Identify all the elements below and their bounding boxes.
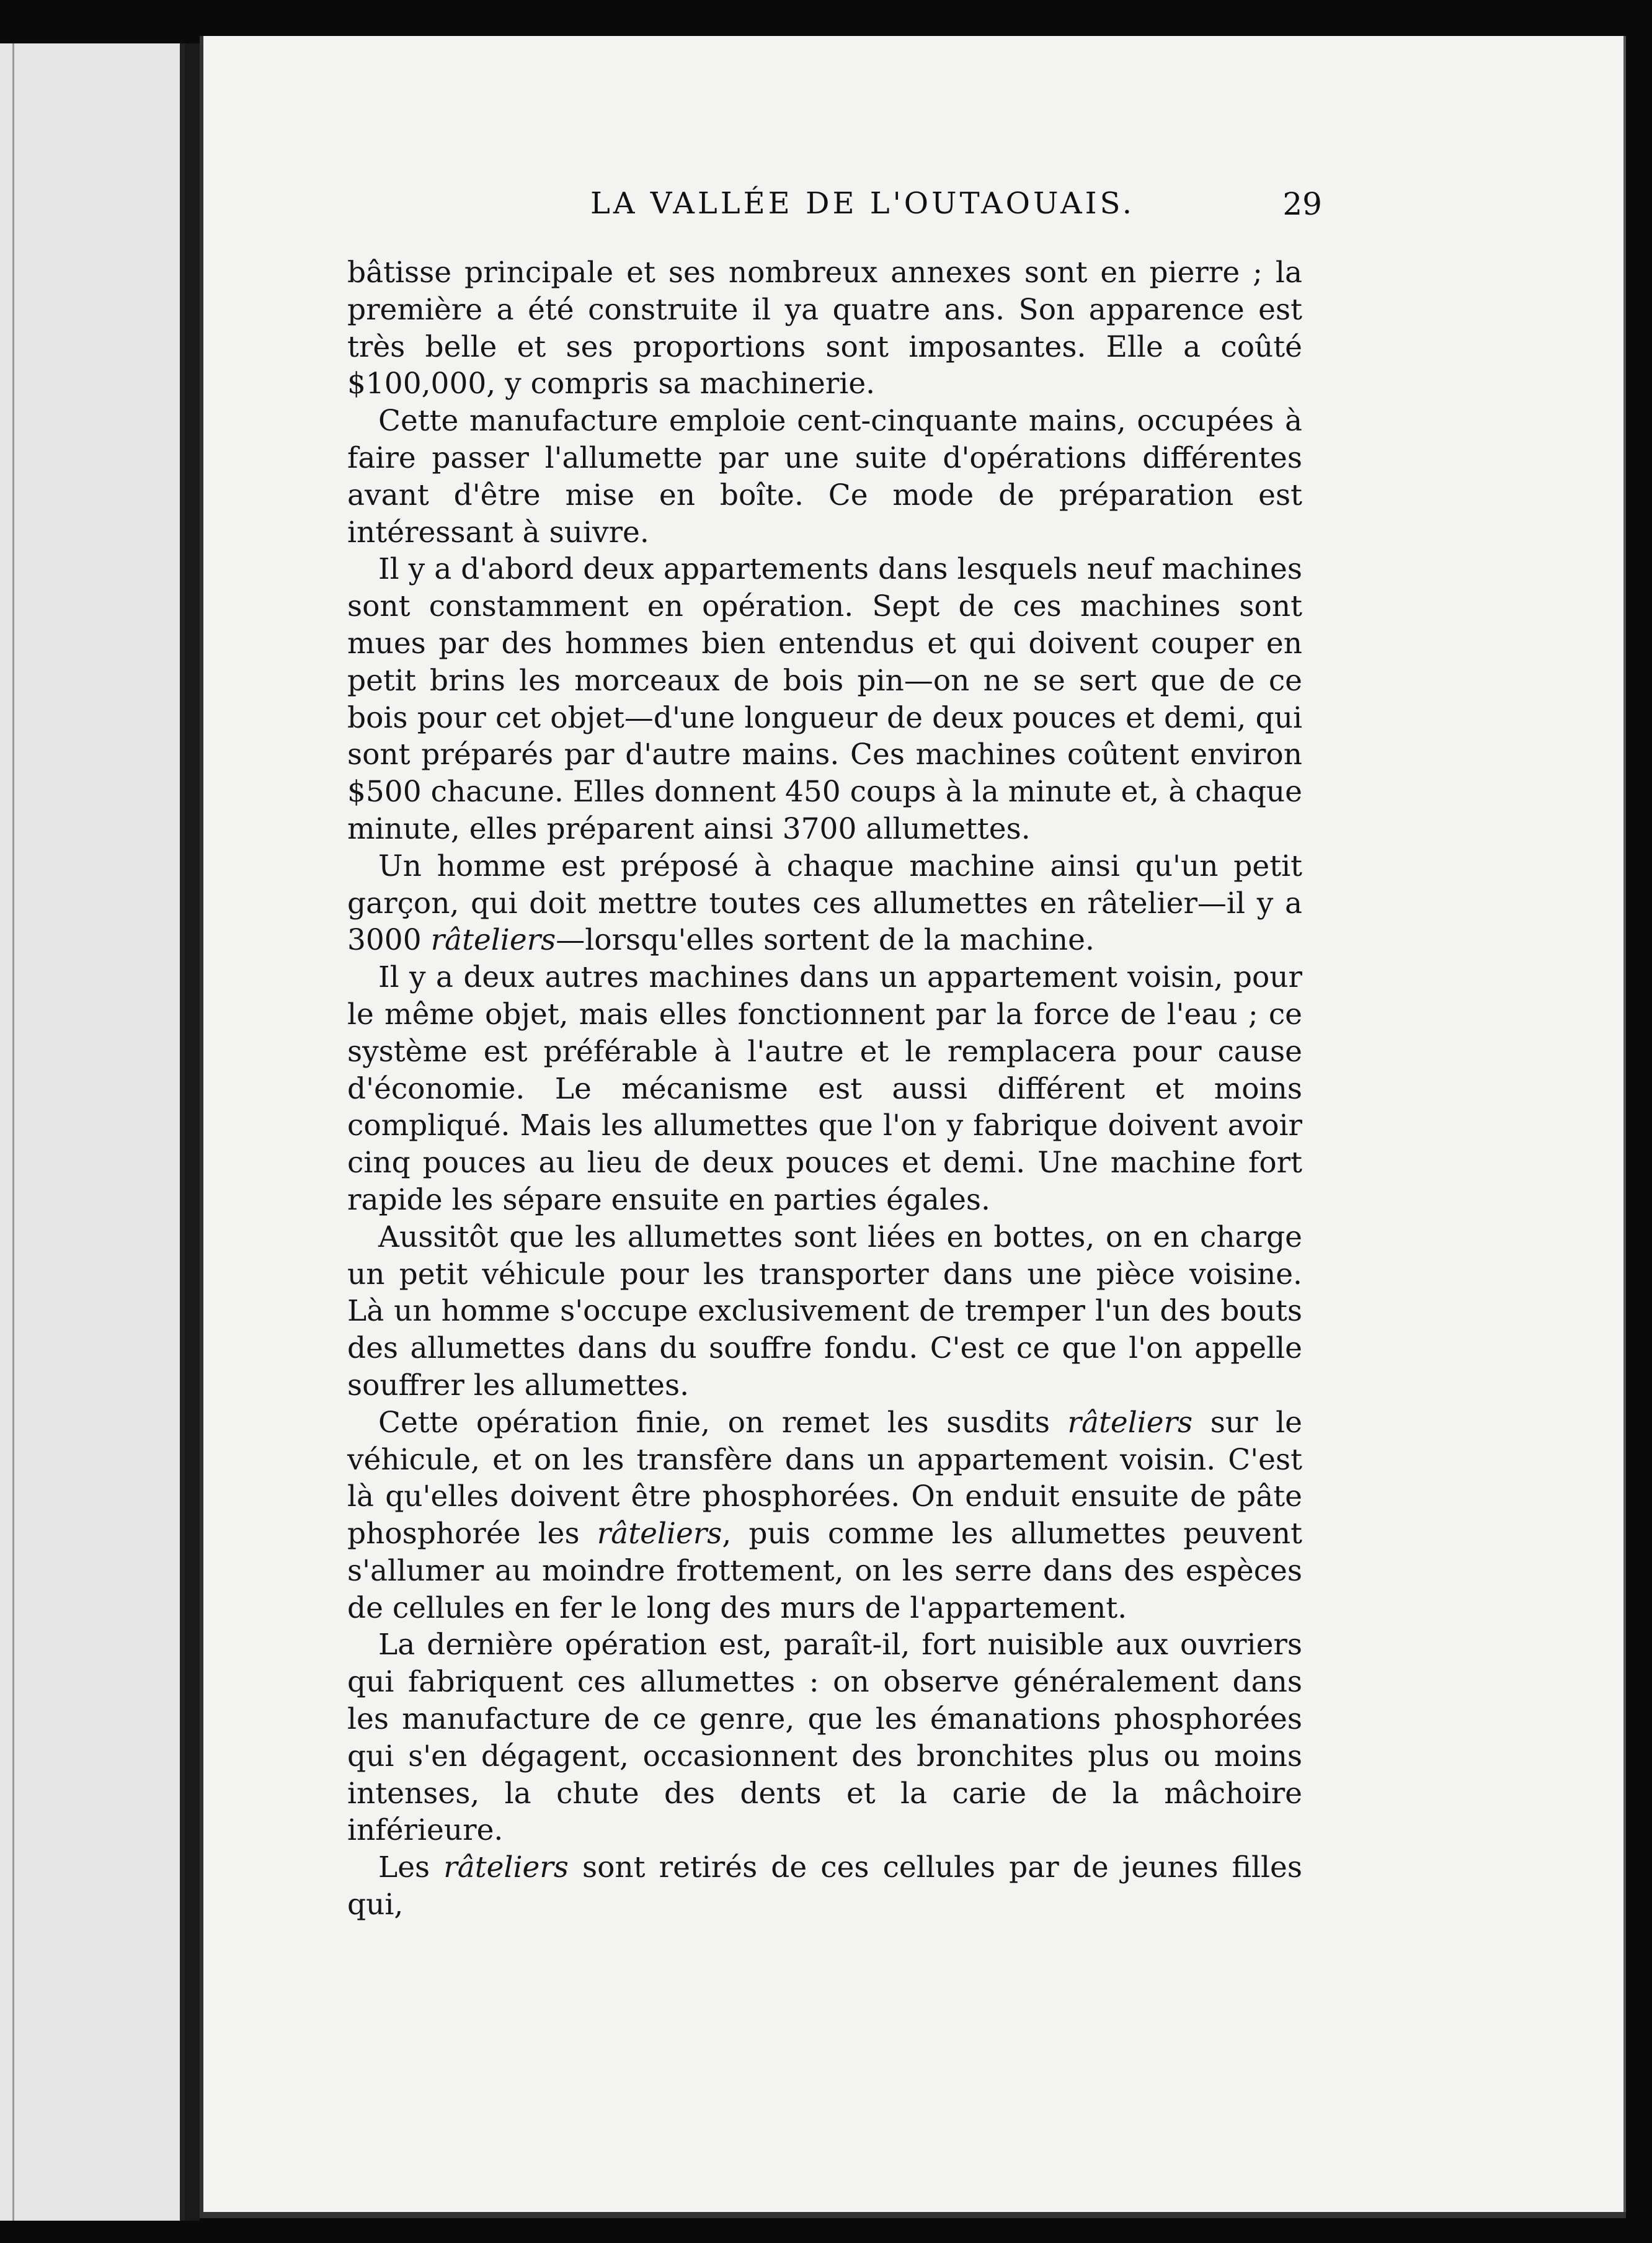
book-gutter <box>185 43 200 2221</box>
paragraph-9 <box>347 1849 1302 1924</box>
paragraph-4-italic: râteliers <box>430 923 556 958</box>
paragraph-4-text-a: Un homme est préposé à chaque machine ainsi qu'un petit garçon, qui doit mettre toutes ces allumettes en râtelier—il y a 3000 <box>347 849 1302 958</box>
page-bottom-edge <box>200 2212 1626 2218</box>
paragraph-4 <box>347 848 1302 959</box>
paragraph-9-text-a: Les <box>378 1850 430 1885</box>
page-number: 29 <box>1282 186 1322 222</box>
paragraph-7-text-c: , puis comme les allumettes peuvent s'allumer au moindre frottement, on les serre dans des espèces de cellules en fer le long des murs de l'appartement. <box>347 1517 1302 1625</box>
paragraph-6: Aussitôt que les allumettes sont liées en bottes, on en charge un petit véhicule pour les transporter dans une pièce voisine. Là un homme s'occupe exclusivement de tremper l'un des bouts des allumettes dans du souffre fondu. C'est ce que l'on appelle souffrer les allumettes. <box>347 1220 1302 1402</box>
paragraph-7-italic-2: râteliers <box>597 1517 722 1551</box>
facing-page-edge <box>0 43 185 2221</box>
paragraph-8: La dernière opération est, paraît-il, fort nuisible aux ouvriers qui fabriquent ces allumettes : on observe généralement dans les manufacture de ce genre, que les émanations phosphorées qui s'en dégagent, occasionnent des bronchites plus ou moins intenses, la chute des dents et la carie de la mâchoire inférieure. <box>347 1628 1302 1848</box>
running-title: LA VALLÉE DE L'OUTAOUAIS. <box>590 186 1135 221</box>
paragraph-2: Cette manufacture emploie cent-cinquante mains, occupées à faire passer l'allumette par une suite d'opérations différentes avant d'être mise en boîte. Ce mode de préparation est intéressant à suivre. <box>347 404 1302 550</box>
page-header <box>380 186 1322 236</box>
paragraph-7 <box>347 1404 1302 1627</box>
paragraph-9-italic: râteliers <box>443 1850 569 1885</box>
paragraph-7-text-b: sur le véhicule, et on les transfère dans un appartement voisin. C'est là qu'elles doivent être phosphorées. On enduit ensuite de pâte phosphorée les <box>347 1405 1302 1551</box>
paragraph-3: Il y a d'abord deux appartements dans lesquels neuf machines sont constamment en opération. Sept de ces machines sont mues par des hommes bien entendus et qui doivent couper en petit brins les morceaux de bois pin—on ne se sert que de ce bois pour cet objet—d'une longueur de deux pouces et demi, qui sont préparés par d'autre mains. Ces machines coûtent environ $500 chacune. Elles donnent 450 coups à la minute et, à chaque minute, elles préparent ainsi 3700 allumettes. <box>347 552 1302 846</box>
paragraph-7-text-a: Cette opération finie, on remet les susdits <box>378 1405 1050 1440</box>
paragraph-1: bâtisse principale et ses nombreux annexes sont en pierre ; la première a été construite il ya quatre ans. Son apparence est très belle et ses proportions sont imposantes. Elle a coûté $100,000, y compris sa machinerie. <box>347 256 1302 401</box>
paragraph-5: Il y a deux autres machines dans un appartement voisin, pour le même objet, mais elles fonctionnent par la force de l'eau ; ce système est préférable à l'autre et le remplacera pour cause d'économie. Le mécanisme est aussi différent et moins compliqué. Mais les allumettes que l'on y fabrique doivent avoir cinq pouces au lieu de deux pouces et demi. Une machine fort rapide les sépare ensuite en parties égales. <box>347 960 1302 1217</box>
body-text <box>347 254 1302 1924</box>
paragraph-9-text-b: sont retirés de ces cellules par de jeunes filles qui, <box>347 1850 1302 1922</box>
paragraph-4-text-b: —lorsqu'elles sortent de la machine. <box>556 923 1095 958</box>
page-edge-line <box>12 43 14 2221</box>
paragraph-7-italic-1: râteliers <box>1067 1405 1193 1440</box>
